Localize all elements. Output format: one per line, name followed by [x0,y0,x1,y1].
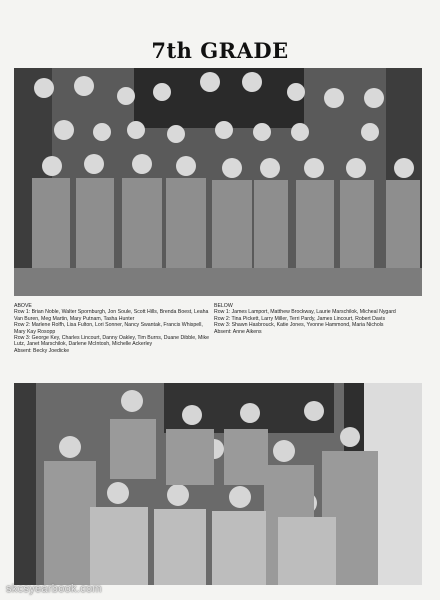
page-title: 7th GRADE [151,38,289,63]
caption-above-heading: ABOVE [14,303,32,309]
caption-above-row-3: Row 3: George Key, Charles Lincourt, Danny Oakley, Tim Burns, Duane Dibble, Mike Lutz, Janet Marschilok, Darlene McIntosh, Michelle Ackerley [14,335,209,348]
caption-above [14,303,212,354]
caption-above-row-1: Row 1: Brian Noble, Walter Spornburgh, Jon Soule, Scott Hills, Brenda Boest, Leaha Van Buren, Meg Martin, Mary Putnam, Tasha Hunter [14,309,209,322]
caption-below-row-2: Row 2: Tina Pickett, Larry Miller, Terri Pardy, James Lincourt, Robert Davis [214,315,386,322]
caption-above-row-2: Row 2: Marlene Rolfh, Lisa Fulton, Lori Sonner, Nancy Swantak, Francis Whispell, Mary Kay Rosopp [14,322,203,335]
caption-below-row-1: Row 1: James Lamport, Matthew Brockway, Laurie Marschilok, Micheal Nygard [214,309,396,316]
caption-below [214,303,412,335]
caption-below-absent: Absent: Anne Aikens [214,328,262,335]
class-photo-bottom-image [14,383,422,585]
class-photo-top [14,68,422,296]
class-photo-top-image [14,68,422,296]
caption-below-heading: BELOW [214,303,233,309]
watermark: skcsyearbook.com [6,583,102,595]
photo-captions [14,303,422,377]
class-photo-bottom [14,383,422,585]
caption-below-row-3: Row 3: Shawn Hasbrouck, Katie Jones, Yvonne Hammond, Maria Nichols [214,322,384,329]
caption-above-absent: Absent: Becky Joedicke [14,347,70,354]
